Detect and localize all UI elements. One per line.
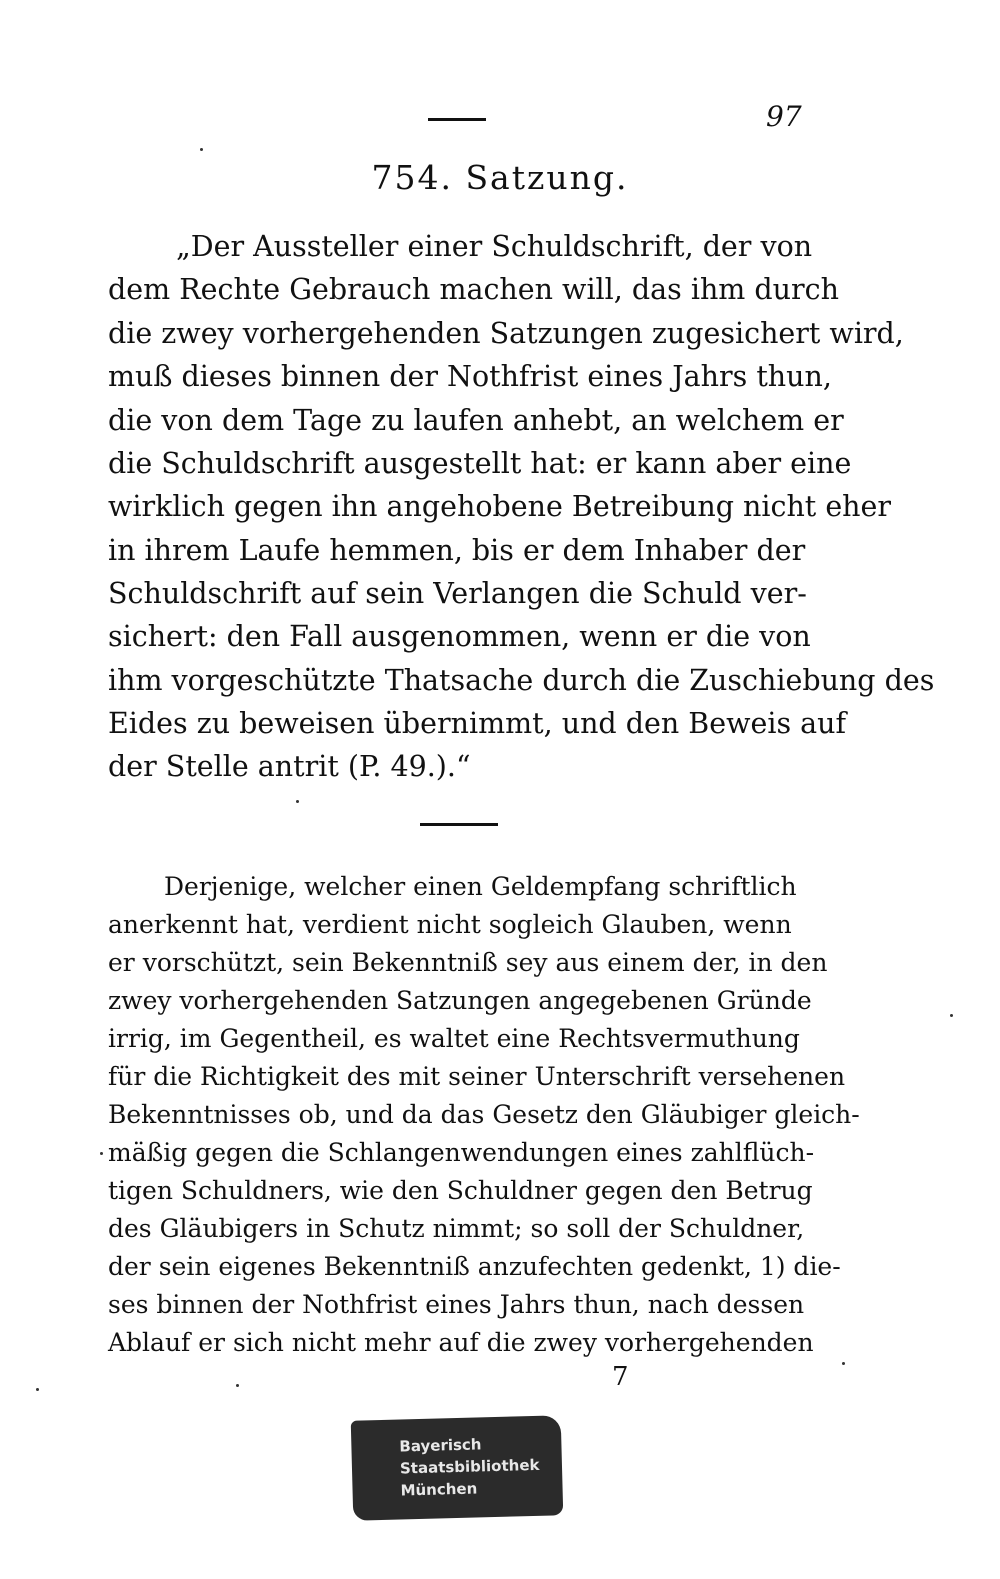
stamp-line: München bbox=[400, 1479, 478, 1500]
text-line: wirklich gegen ihn angehobene Betreibung nicht eher bbox=[108, 490, 892, 523]
text-line: ses binnen der Nothfrist eines Jahrs thun, nach dessen bbox=[108, 1290, 805, 1319]
text-line: tigen Schuldners, wie den Schuldner gegen den Betrug bbox=[108, 1176, 813, 1205]
ink-speck bbox=[296, 800, 299, 803]
stamp-line: Staatsbibliothek bbox=[399, 1455, 540, 1478]
signature-mark: 7 bbox=[612, 1362, 629, 1392]
ink-speck bbox=[100, 1152, 103, 1155]
text-line: die von dem Tage zu laufen anhebt, an welchem er bbox=[108, 404, 844, 437]
text-line: Eides zu beweisen übernimmt, und den Beweis auf bbox=[108, 707, 847, 740]
text-line: in ihrem Laufe hemmen, bis er dem Inhaber der bbox=[108, 534, 806, 567]
text-line: ihm vorgeschützte Thatsache durch die Zuschiebung des bbox=[108, 664, 935, 697]
text-line: „Der Aussteller einer Schuldschrift, der von bbox=[176, 230, 813, 263]
ink-speck bbox=[842, 1362, 845, 1365]
text-line: der sein eigenes Bekenntniß anzufechten gedenkt, 1) die- bbox=[108, 1252, 841, 1281]
text-line: dem Rechte Gebrauch machen will, das ihm durch bbox=[108, 273, 839, 306]
text-line: zwey vorhergehenden Satzungen angegebenen Gründe bbox=[108, 986, 812, 1015]
text-line: Schuldschrift auf sein Verlangen die Schuld ver- bbox=[108, 577, 807, 610]
ink-speck bbox=[236, 1384, 239, 1387]
text-line: irrig, im Gegentheil, es waltet eine Rechtsvermuthung bbox=[108, 1024, 800, 1053]
text-line: anerkennt hat, verdient nicht sogleich Glauben, wenn bbox=[108, 910, 792, 939]
section-heading: 754. Satzung. bbox=[371, 158, 629, 197]
page-number: 97 bbox=[766, 100, 802, 133]
section-separator bbox=[420, 823, 498, 826]
text-line: der Stelle antrit (P. 49.).“ bbox=[108, 750, 471, 783]
text-line: mäßig gegen die Schlangenwendungen eines zahlflüch- bbox=[108, 1138, 815, 1167]
text-line: sichert: den Fall ausgenommen, wenn er die von bbox=[108, 620, 811, 653]
text-line: Derjenige, welcher einen Geldempfang schriftlich bbox=[164, 872, 797, 901]
text-line: für die Richtigkeit des mit seiner Unterschrift versehenen bbox=[108, 1062, 846, 1091]
header-rule bbox=[428, 118, 486, 121]
text-line: die Schuldschrift ausgestellt hat: er kann aber eine bbox=[108, 447, 852, 480]
library-stamp bbox=[351, 1415, 564, 1520]
ink-speck bbox=[200, 148, 203, 151]
ink-speck bbox=[950, 1014, 953, 1017]
stamp-line: Bayerisch bbox=[399, 1435, 482, 1456]
text-line: Bekenntnisses ob, und da das Gesetz den Gläubiger gleich- bbox=[108, 1100, 860, 1129]
ink-speck bbox=[36, 1388, 39, 1391]
text-line: muß dieses binnen der Nothfrist eines Jahrs thun, bbox=[108, 360, 832, 393]
text-line: die zwey vorhergehenden Satzungen zugesichert wird, bbox=[108, 317, 904, 350]
text-line: er vorschützt, sein Bekenntniß sey aus einem der, in den bbox=[108, 948, 828, 977]
text-line: des Gläubigers in Schutz nimmt; so soll der Schuldner, bbox=[108, 1214, 805, 1243]
text-line: Ablauf er sich nicht mehr auf die zwey vorhergehenden bbox=[108, 1328, 814, 1357]
